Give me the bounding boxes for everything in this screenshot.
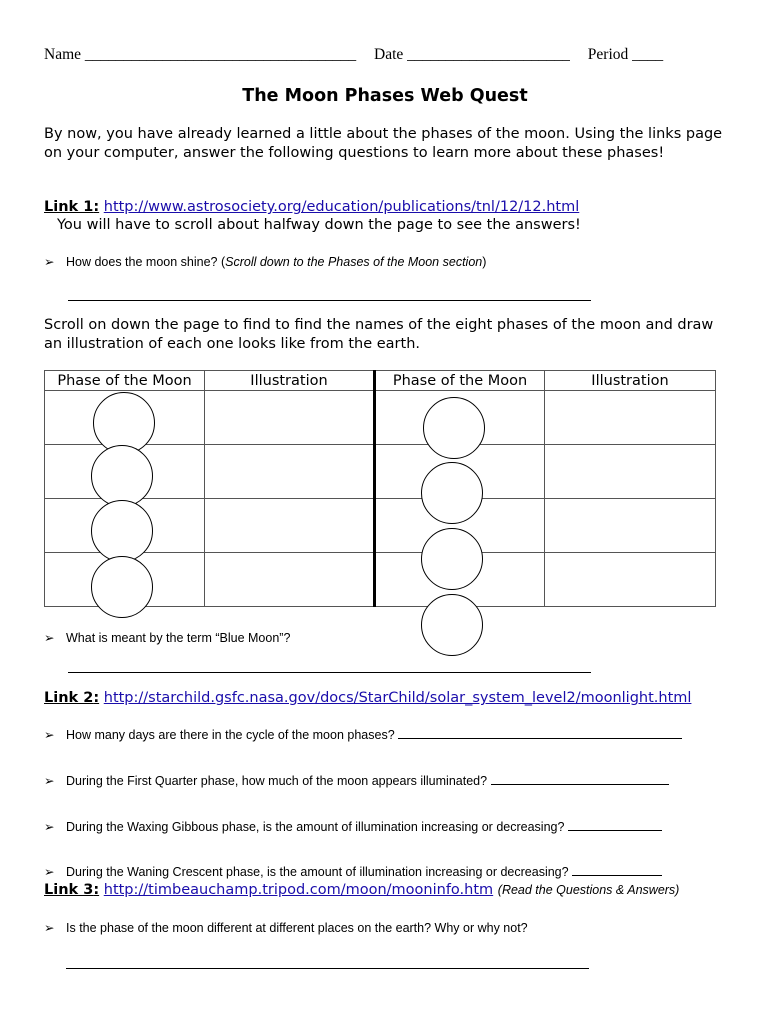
answer-line-blue-moon[interactable]: [68, 672, 591, 673]
illustration-cell[interactable]: [205, 553, 375, 607]
answer-line-phase-location[interactable]: [66, 968, 589, 969]
moon-circle-icon: [91, 500, 153, 562]
link3-line: [44, 881, 724, 900]
header-phase-2: Phase of the Moon: [375, 371, 545, 391]
header-illustration-1: Illustration: [205, 371, 375, 391]
header-illustration-2: Illustration: [545, 371, 716, 391]
link3-url[interactable]: http://timbeauchamp.tripod.com/moon/mooninfo.htm: [103, 882, 494, 898]
link2-label: Link 2:: [44, 690, 100, 706]
question-first-quarter: ➢ During the First Quarter phase, how much of the moon appears illuminated?: [44, 773, 734, 788]
moon-circle-icon: [91, 445, 153, 507]
arrow-bullet-icon: ➢: [44, 820, 55, 834]
page-title: The Moon Phases Web Quest: [242, 86, 528, 106]
answer-line-moon-shine[interactable]: [68, 300, 591, 301]
arrow-bullet-icon: ➢: [44, 865, 55, 879]
link3-label: Link 3:: [44, 882, 100, 898]
answer-blank[interactable]: [491, 774, 669, 785]
link3-note: (Read the Questions & Answers): [497, 883, 680, 897]
illustration-cell[interactable]: [545, 391, 716, 445]
link1-url[interactable]: http://www.astrosociety.org/education/publications/tnl/12/12.html: [103, 199, 580, 215]
moon-circle-icon: [423, 397, 485, 459]
arrow-bullet-icon: ➢: [44, 728, 55, 742]
student-info-header: [44, 46, 724, 64]
answer-blank[interactable]: [398, 728, 682, 739]
question-moon-shine: ➢ How does the moon shine? (Scroll down to the Phases of the Moon section): [44, 255, 487, 269]
illustration-cell[interactable]: [545, 499, 716, 553]
table-header-row: [45, 371, 716, 391]
scroll-instructions: Scroll on down the page to find to find the names of the eight phases of the moon and draw an illustration of each one looks like from the earth.: [44, 317, 714, 352]
arrow-bullet-icon: ➢: [44, 255, 55, 269]
question-waning-crescent: ➢ During the Waning Crescent phase, is the amount of illumination increasing or decreasing?: [44, 864, 734, 879]
question-phase-location: ➢ Is the phase of the moon different at different places on the earth? Why or why not?: [44, 921, 528, 935]
answer-blank[interactable]: [572, 865, 662, 876]
illustration-cell[interactable]: [205, 391, 375, 445]
illustration-cell[interactable]: [205, 499, 375, 553]
link2-url[interactable]: http://starchild.gsfc.nasa.gov/docs/StarChild/solar_system_level2/moonlight.html: [103, 690, 692, 706]
question-blue-moon: ➢ What is meant by the term “Blue Moon”?: [44, 631, 291, 645]
arrow-bullet-icon: ➢: [44, 921, 55, 935]
question-cycle-days: ➢ How many days are there in the cycle of the moon phases?: [44, 727, 734, 742]
name-field[interactable]: Name ___________________________________: [44, 46, 357, 63]
arrow-bullet-icon: ➢: [44, 774, 55, 788]
link1-label: Link 1:: [44, 199, 100, 215]
arrow-bullet-icon: ➢: [44, 631, 55, 645]
answer-blank[interactable]: [568, 820, 662, 831]
illustration-cell[interactable]: [205, 445, 375, 499]
moon-circle-icon: [421, 462, 483, 524]
header-phase-1: Phase of the Moon: [45, 371, 205, 391]
link1-line: [44, 198, 724, 217]
intro-paragraph: By now, you have already learned a little about the phases of the moon. Using the links page on your computer, answer the following questions to learn more about these phases!: [44, 126, 723, 161]
link2-line: [44, 689, 724, 708]
illustration-cell[interactable]: [545, 445, 716, 499]
moon-circle-icon: [421, 528, 483, 590]
period-field[interactable]: Period ____: [587, 46, 664, 63]
moon-circle-icon: [421, 594, 483, 656]
illustration-cell[interactable]: [545, 553, 716, 607]
date-field[interactable]: Date _____________________: [374, 46, 570, 63]
question-waxing-gibbous: ➢ During the Waxing Gibbous phase, is the amount of illumination increasing or decreasing?: [44, 819, 734, 834]
link1-note: You will have to scroll about halfway down the page to see the answers!: [57, 217, 581, 233]
moon-circle-icon: [91, 556, 153, 618]
